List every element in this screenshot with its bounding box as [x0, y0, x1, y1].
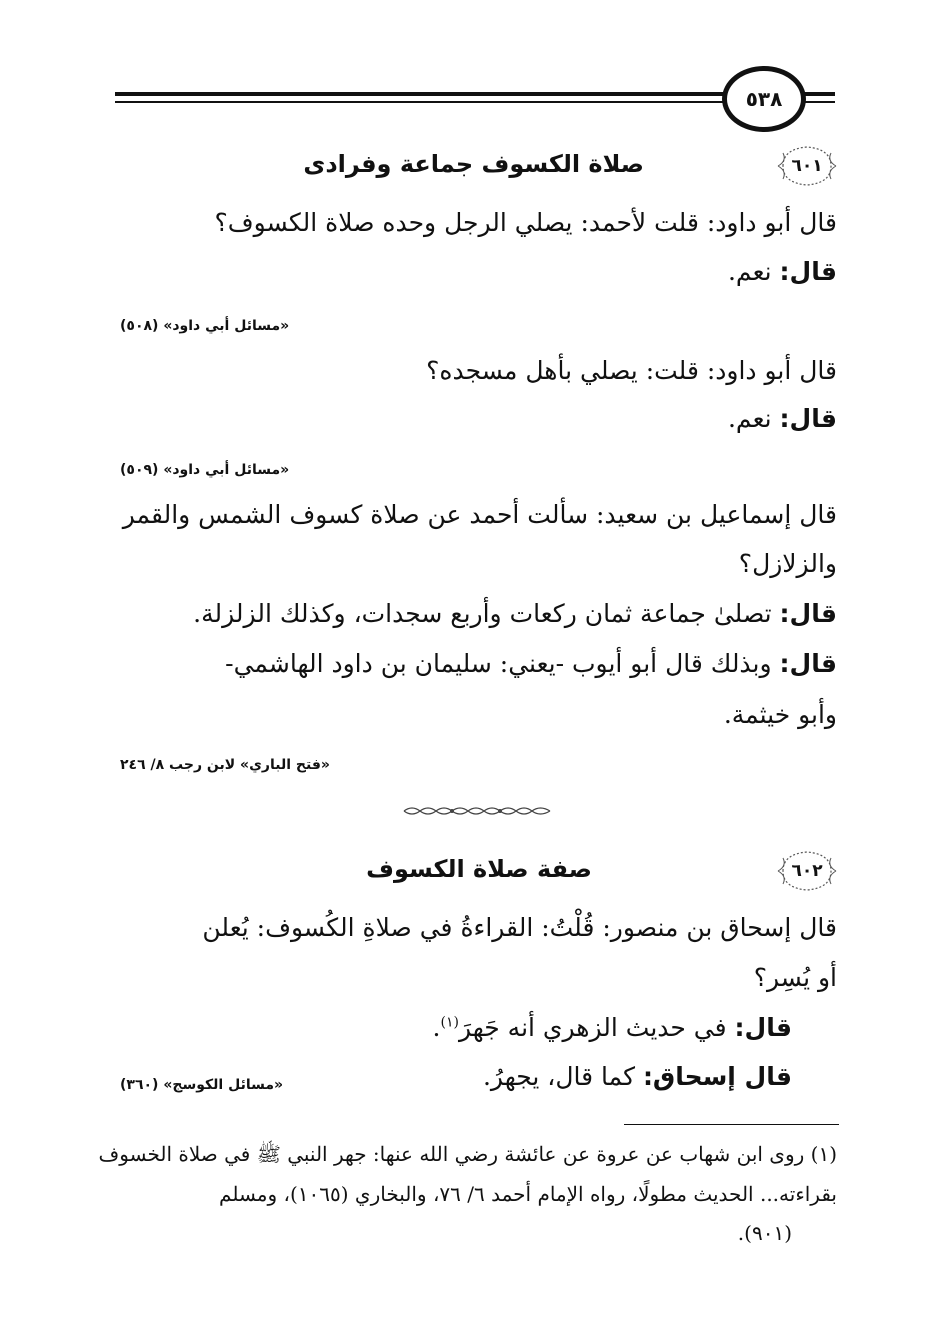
footnote-line: بقراءته... الحديث مطولًا، رواه الإمام أحمد ٦/ ٧٦، والبخاري (١٠٦٥)، ومسلم [219, 1182, 837, 1206]
ornament-divider-icon [402, 803, 552, 819]
speaker-label: قال: [779, 404, 837, 433]
text-span: وبذلك قال أبو أيوب -يعني: سليمان بن داود الهاشمي- [225, 649, 780, 678]
source-reference: «فتح الباري» لابن رجب ٨/ ٢٤٦ [120, 757, 330, 773]
section-number-badge [775, 141, 839, 191]
source-reference: «مسائل أبي داود» (٥٠٩) [120, 462, 290, 478]
header-rule-thick [115, 92, 725, 96]
footnote-line: (٩٠١). [737, 1221, 792, 1245]
text-line: وأبو خيثمة. [723, 700, 837, 729]
text-line: قال إسماعيل بن سعيد: سألت أحمد عن صلاة كسوف الشمس والقمر [122, 500, 837, 529]
speaker-label: قال: [734, 1013, 792, 1042]
page-number: ٥٣٨ [722, 66, 806, 132]
section-number: ٦٠٢ [791, 861, 823, 881]
speaker-label: قال: [779, 599, 837, 628]
section-number-badge [775, 846, 839, 896]
section-title: صفة صلاة الكسوف [366, 855, 592, 883]
header-rule-thin [115, 101, 725, 103]
footnote-separator [624, 1124, 839, 1125]
text-span: نعم. [727, 257, 780, 286]
footnote-line: (١) روى ابن شهاب عن عروة عن عائشة رضي الله عنها: جهر النبي ﷺ في صلاة الخسوف [98, 1142, 837, 1166]
source-reference: «مسائل أبي داود» (٥٠٨) [120, 318, 290, 334]
text-line [483, 1062, 792, 1091]
section-number: ٦٠١ [791, 156, 823, 176]
text-line: قال إسحاق بن منصور: قُلْتُ: القراءةُ في صلاةِ الكُسوف: يُعلن [202, 913, 837, 942]
speaker-label: قال: [779, 257, 837, 286]
text-line: قال أبو داود: قلت: يصلي بأهل مسجده؟ [426, 356, 837, 385]
speaker-label: قال: [779, 649, 837, 678]
text-line: أو يُسِر؟ [753, 963, 837, 992]
text-line [728, 404, 837, 433]
speaker-label: قال إسحاق: [642, 1062, 792, 1091]
text-line [193, 599, 837, 628]
text-line: قال أبو داود: قلت لأحمد: يصلي الرجل وحده صلاة الكسوف؟ [214, 208, 837, 237]
text-span: كما قال، يجهرُ. [482, 1062, 643, 1091]
footnote-marker[interactable]: (١) [440, 1014, 459, 1031]
text-line [728, 257, 837, 286]
text-line [433, 1013, 792, 1042]
text-span: نعم. [727, 404, 780, 433]
text-span: . [432, 1013, 441, 1042]
section-title: صلاة الكسوف جماعة وفرادى [303, 150, 644, 178]
text-span: في حديث الزهري أنه جَهرَ [458, 1013, 735, 1042]
text-line: والزلازل؟ [738, 549, 837, 578]
source-reference: «مسائل الكوسج» (٣٦٠) [120, 1077, 284, 1093]
text-span: تصلىٰ جماعة ثمان ركعات وأربع سجدات، وكذلك الزلزلة. [193, 599, 780, 628]
text-line [225, 649, 837, 678]
